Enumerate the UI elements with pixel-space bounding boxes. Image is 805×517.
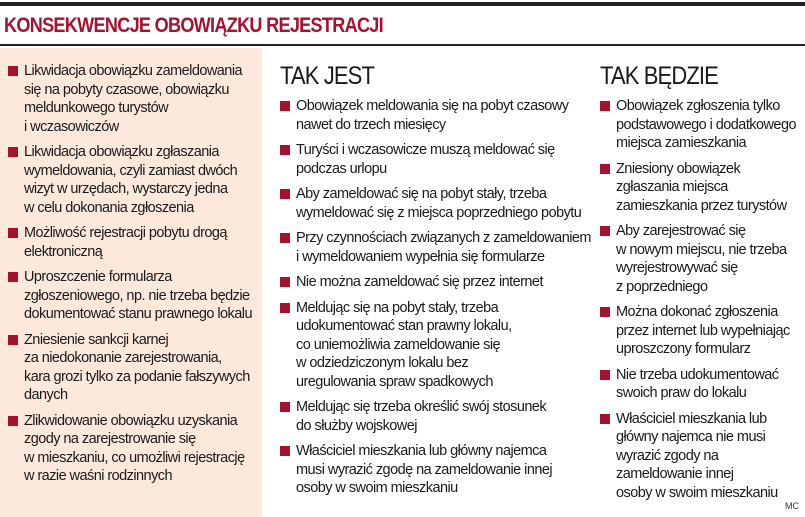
- list-item: [8, 224, 264, 261]
- title-rule: [0, 44, 805, 46]
- bullet-square-icon: [8, 272, 18, 282]
- bullet-square-icon: [280, 145, 290, 155]
- page-title: KONSEKWENCJE OBOWIĄZKU REJESTRACJI: [4, 14, 383, 37]
- future-list: [600, 97, 805, 502]
- list-item: [8, 412, 264, 486]
- list-item-text: Likwidacja obowiązku zameldowania się na pobyty czasowe, obowiązku meldunkowego turystów i wczasowiczów: [24, 63, 243, 135]
- bullet-square-icon: [8, 66, 18, 76]
- list-item-text: Turyści i wczasowicze muszą meldować się podczas urlopu: [296, 142, 555, 177]
- bullet-square-icon: [8, 416, 18, 426]
- list-item: [600, 366, 805, 403]
- list-item: [8, 62, 264, 136]
- list-item-text: Nie można zameldować się przez internet: [296, 274, 543, 290]
- list-item-text: Obowiązek meldowania się na pobyt czasowy nawet do trzech miesięcy: [296, 98, 569, 133]
- list-item: [280, 185, 600, 222]
- list-item-text: Zlikwidowanie obowiązku uzyskania zgody na zarejestrowanie się w mieszkaniu, co umożliwi rejestrację w razie waśni rodzinnych: [24, 412, 245, 484]
- list-item-text: Przy czynnościach związanych z zameldowaniem i wymeldowaniem wypełnia się formularze: [296, 230, 591, 265]
- changes-column: [8, 62, 264, 493]
- bullet-square-icon: [280, 446, 290, 456]
- future-heading: TAK BĘDZIE: [600, 62, 718, 90]
- bullet-square-icon: [600, 226, 610, 236]
- bullet-square-icon: [600, 101, 610, 111]
- list-item: [8, 143, 264, 217]
- list-item: [600, 303, 805, 359]
- current-heading: TAK JEST: [280, 62, 375, 90]
- list-item: [8, 268, 264, 324]
- list-item: [280, 141, 600, 178]
- list-item-text: Można dokonać zgłoszenia przez internet lub wypełniając uproszczony formularz: [616, 304, 790, 357]
- list-item-text: Właściciel mieszkania lub główny najemca musi wyrazić zgodę na zameldowanie innej osoby w swoim mieszkaniu: [296, 443, 553, 496]
- bullet-square-icon: [600, 164, 610, 174]
- list-item-text: Nie trzeba udokumentować swoich praw do lokalu: [616, 366, 779, 401]
- bullet-square-icon: [280, 277, 290, 287]
- list-item-text: Obowiązek zgłoszenia tylko podstawowego i dodatkowego miejsca zamieszkania: [616, 98, 796, 151]
- bullet-square-icon: [280, 189, 290, 199]
- list-item: [600, 222, 805, 296]
- list-item-text: Likwidacja obowiązku zgłaszania wymeldowania, czyli zamiast dwóch wizyt w urzędach, wystarczy jedna w celu dokonania zgłoszenia: [24, 144, 238, 216]
- list-item: [280, 299, 600, 392]
- list-item: [280, 273, 600, 292]
- list-item: [600, 410, 805, 503]
- list-item-text: Zniesienie sankcji karnej za niedokonanie zarejestrowania, kara grozi tylko za podanie fałszywych danych: [24, 331, 250, 403]
- list-item: [8, 331, 264, 405]
- bullet-square-icon: [280, 101, 290, 111]
- author-credit: MC: [785, 501, 799, 511]
- list-item: [600, 160, 805, 216]
- list-item-text: Zniesiony obowiązek zgłaszania miejsca zamieszkania przez turystów: [616, 160, 787, 214]
- list-item-text: Aby zarejestrować się w nowym miejscu, nie trzeba wyrejestrowywać się z poprzedniego: [616, 223, 787, 295]
- list-item: [280, 229, 600, 266]
- current-list: [280, 97, 600, 498]
- list-item: [280, 398, 600, 435]
- future-column: [600, 62, 805, 509]
- list-item: [280, 442, 600, 498]
- list-item-text: Właściciel mieszkania lub główny najemca nie musi wyrazić zgody na zameldowanie innej osoby w swoim mieszkaniu: [616, 410, 778, 501]
- bullet-square-icon: [600, 370, 610, 380]
- bullet-square-icon: [280, 233, 290, 243]
- list-item-text: Meldując się trzeba określić swój stosunek do służby wojskowej: [296, 399, 547, 434]
- list-item: [280, 97, 600, 134]
- list-item-text: Uproszczenie formularza zgłoszeniowego, np. nie trzeba będzie dokumentować stanu prawnego lokalu: [24, 269, 252, 322]
- bullet-square-icon: [600, 414, 610, 424]
- bullet-square-icon: [8, 228, 18, 238]
- current-column: [280, 62, 600, 505]
- list-item-text: Meldując się na pobyt stały, trzeba udokumentować stan prawny lokalu, co uniemożliwia zameldowanie się w odziedziczonym lokalu bez uregulowania spraw spadkowych: [296, 299, 512, 390]
- bullet-square-icon: [600, 307, 610, 317]
- bullet-square-icon: [8, 335, 18, 345]
- bullet-square-icon: [8, 147, 18, 157]
- top-rule: [0, 2, 805, 6]
- list-item: [600, 97, 805, 153]
- list-item-text: Aby zameldować się na pobyt stały, trzeba wymeldować się z miejsca poprzedniego pobytu: [296, 186, 582, 221]
- bullet-square-icon: [280, 303, 290, 313]
- bullet-square-icon: [280, 402, 290, 412]
- list-item-text: Możliwość rejestracji pobytu drogą elektroniczną: [24, 225, 227, 260]
- changes-list: [8, 62, 264, 486]
